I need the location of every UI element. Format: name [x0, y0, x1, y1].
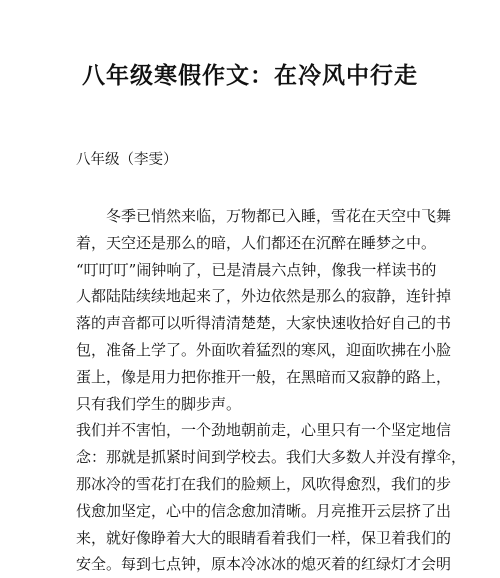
body-line: 人都陆陆续续地起来了，外边依然是那么的寂静，连针掉: [76, 287, 452, 306]
body-line: 蛋上，像是用力把你推开一般，在黑暗而又寂静的路上，: [76, 367, 452, 386]
body-line: “叮叮叮”闹钟响了，已是清晨六点钟，像我一样读书的: [76, 260, 437, 279]
body-line: 落的声音都可以听得清清楚楚，大家快速收拾好自己的书: [76, 314, 452, 333]
author-line: 八年级（李雯）: [76, 152, 178, 168]
body-line: 冬季已悄然来临，万物都已入睡，雪花在天空中飞舞: [76, 207, 452, 225]
body-line: 着，天空还是那么的暗，人们都还在沉醉在睡梦之中。: [76, 233, 437, 252]
body-line: 我们并不害怕，一个劲地朝前走，心里只有一个坚定地信: [76, 421, 452, 440]
essay-body: [76, 203, 467, 578]
body-line: 安全。每到七点钟，原本冷冰冰的熄灭着的红绿灯才会明: [76, 555, 452, 574]
body-line: 伐愈加坚定，心中的信念愈加清晰。月亮推开云层挤了出: [76, 501, 452, 520]
body-line: 那冰冷的雪花打在我们的脸颊上，风吹得愈烈，我们的步: [76, 474, 452, 493]
body-line: 念：那就是抓紧时间到学校去。我们大多数人并没有撑伞，: [76, 448, 467, 467]
body-line: 来，就好像睁着大大的眼睛看着我们一样，保卫着我们的: [76, 528, 452, 547]
body-line: 只有我们学生的脚步声。: [76, 394, 242, 413]
essay-title: 八年级寒假作文：在冷风中行走: [82, 62, 418, 89]
body-line: 包，准备上学了。外面吹着猛烈的寒风，迎面吹拂在小脸: [76, 340, 452, 359]
